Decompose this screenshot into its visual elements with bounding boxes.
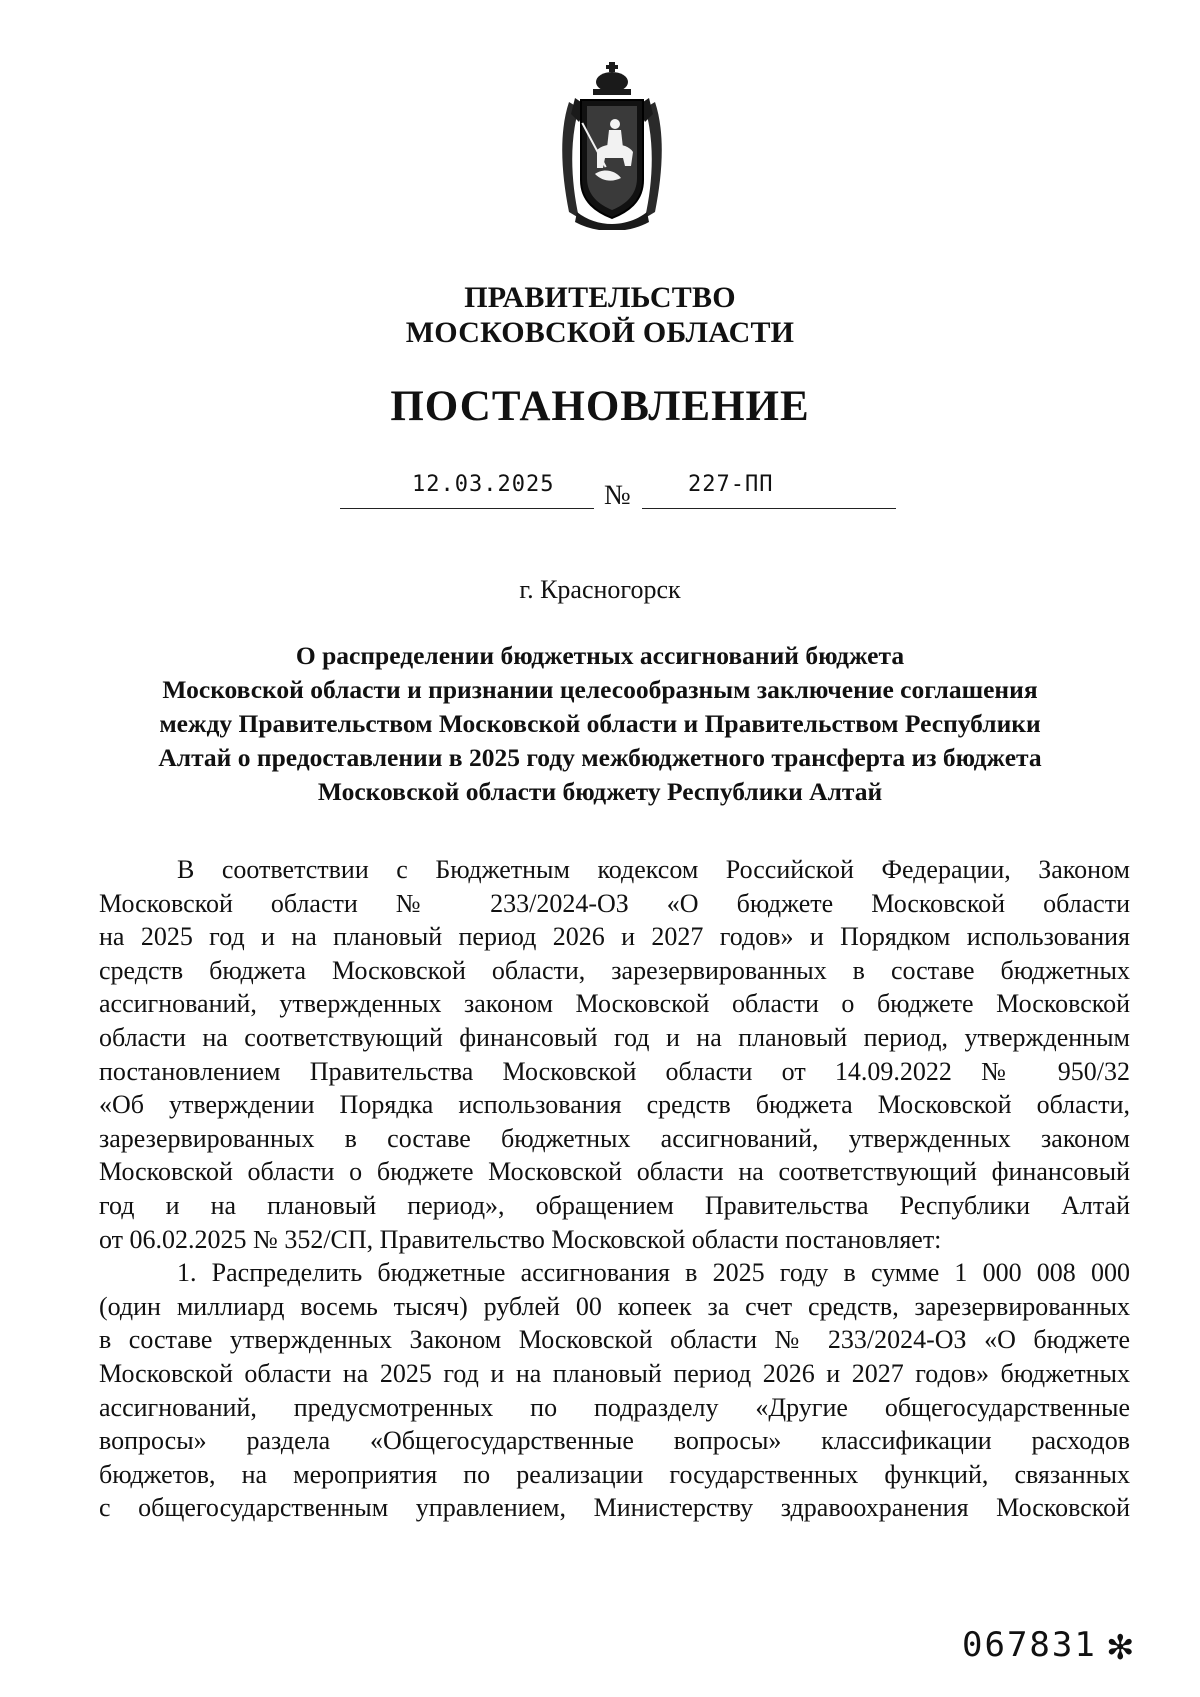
body-line: 1. Распределить бюджетные ассигнования в 2025 году в сумме 1 000 008 000 xyxy=(177,1258,1130,1288)
body-line: от 06.02.2025 № 352/СП, Правительство Московской области постановляет: xyxy=(99,1224,942,1254)
subject-line: между Правительством Московской области и Правительством Республики xyxy=(159,709,1041,738)
body-line: зарезервированных в составе бюджетных ассигнований, утвержденных законом xyxy=(99,1123,1130,1153)
body-line: области на соответствующий финансовый год и на плановый период, утвержденным xyxy=(99,1022,1130,1052)
coat-of-arms-icon xyxy=(557,62,667,230)
body-line: «Об утверждении Порядка использования средств бюджета Московской области, xyxy=(99,1090,1130,1120)
organization-name-line-1: ПРАВИТЕЛЬСТВО xyxy=(464,281,736,314)
document-type-title: ПОСТАНОВЛЕНИЕ xyxy=(390,383,810,430)
subject-line: О распределении бюджетных ассигнований бюджета xyxy=(295,641,905,670)
body-line: ассигнований, утвержденных законом Московской области о бюджете Московской xyxy=(99,989,1130,1019)
number-sign: № xyxy=(604,480,631,511)
body-line: с общегосударственным управлением, Министерству здравоохранения Московской xyxy=(99,1493,1130,1523)
body-line: Московской области о бюджете Московской области на соответствующий финансовый xyxy=(99,1157,1130,1187)
serial-number: 067831 xyxy=(962,1625,1097,1665)
body-line: средств бюджета Московской области, зарезервированных в составе бюджетных xyxy=(99,955,1130,985)
body-line: год и на плановый период», обращением Правительства Республики Алтай xyxy=(99,1190,1130,1220)
body-line: (один миллиард восемь тысяч) рублей 00 копеек за счет средств, зарезервированных xyxy=(99,1291,1130,1321)
document-body xyxy=(99,853,1130,1525)
body-line: постановлением Правительства Московской области от 14.09.2022 № 950/32 xyxy=(99,1056,1130,1086)
body-line: ассигнований, предусмотренных по подразделу «Другие общегосударственные xyxy=(99,1392,1130,1422)
body-line: бюджетов, на мероприятия по реализации государственных функций, связанных xyxy=(99,1459,1130,1489)
body-line: вопросы» раздела «Общегосударственные вопросы» классификации расходов xyxy=(99,1426,1130,1456)
city-name: г. Красногорск xyxy=(519,575,681,604)
organization-name-line-2: МОСКОВСКОЙ ОБЛАСТИ xyxy=(405,316,795,349)
body-line: В соответствии с Бюджетным кодексом Российской Федерации, Законом xyxy=(177,855,1130,884)
body-line: Московской области № 233/2024-ОЗ «О бюджете Московской области xyxy=(99,888,1130,918)
body-line: в составе утвержденных Законом Московской области № 233/2024-ОЗ «О бюджете xyxy=(99,1325,1130,1355)
subject-line: Московской области и признании целесообразным заключение соглашения xyxy=(162,675,1038,704)
document-number: 227-ПП xyxy=(688,472,774,497)
document-date: 12.03.2025 xyxy=(412,472,555,497)
number-underline xyxy=(642,508,896,509)
document-subject xyxy=(100,639,1100,809)
serial-mark-icon: ✻ xyxy=(1106,1628,1135,1668)
subject-line: Московской области бюджету Республики Алтай xyxy=(317,777,883,806)
date-underline xyxy=(340,508,594,509)
body-line: Московской области на 2025 год и на плановый период 2026 и 2027 годов» бюджетных xyxy=(99,1358,1130,1388)
subject-line: Алтай о предоставлении в 2025 году межбюджетного трансферта из бюджета xyxy=(158,743,1042,772)
body-line: на 2025 год и на плановый период 2026 и 2027 годов» и Порядком использования xyxy=(99,922,1130,952)
